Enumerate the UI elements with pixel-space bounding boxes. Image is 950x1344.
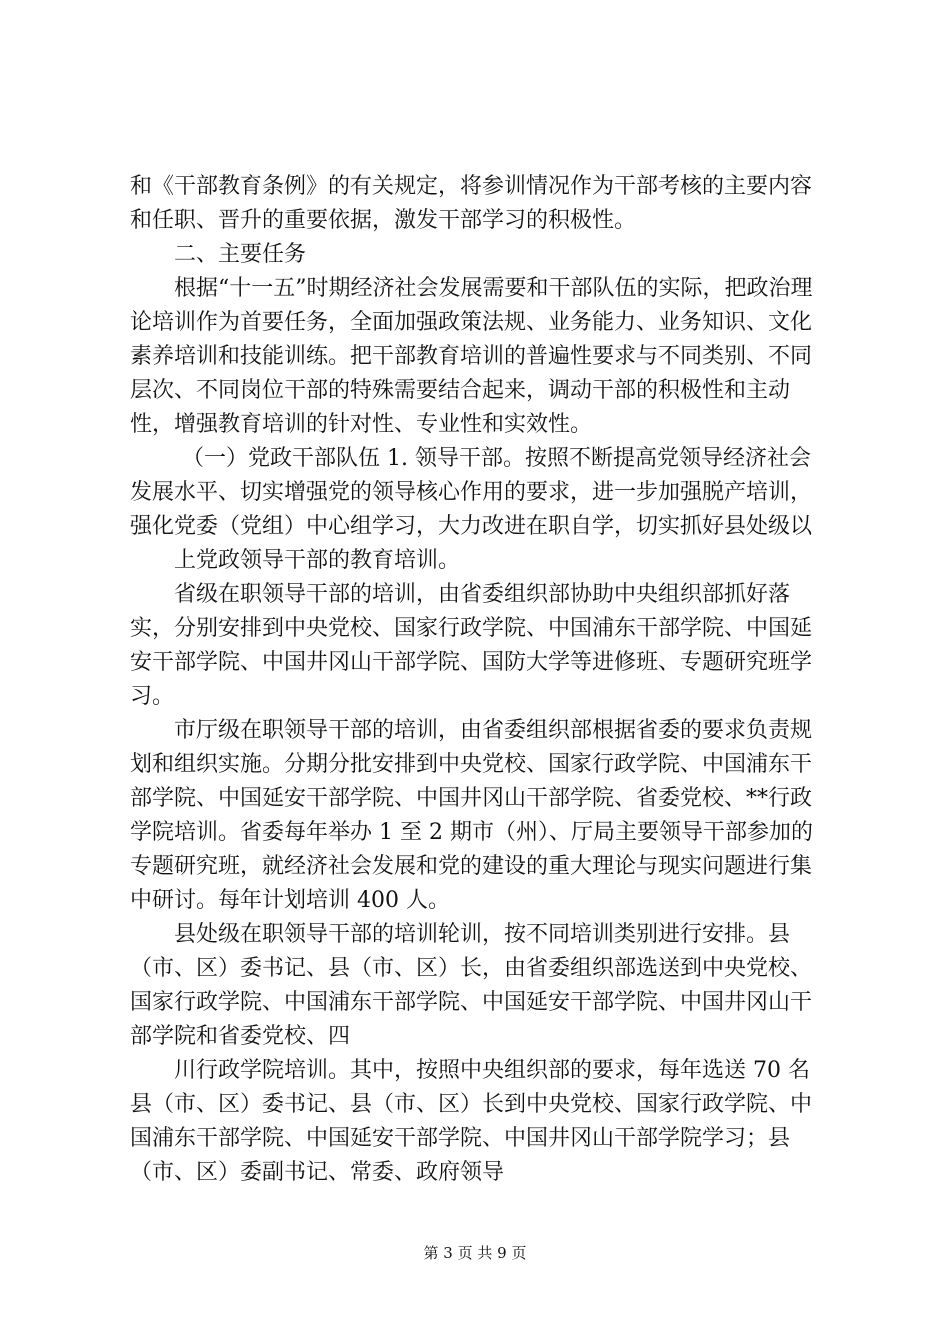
document-body [130, 170, 830, 1190]
paragraph-provincial: 省级在职领导干部的培训，由省委组织部协助中央组织部抓好落实，分别安排到中央党校、国家行政学院、中国浦东干部学院、中国延安干部学院、中国井冈山干部学院、国防大学等进修班、专题研究班学习。 [130, 582, 813, 709]
paragraph-county: 县处级在职领导干部的培训轮训，按不同培训类别进行安排。县（市、区）委书记、县（市、区）长，由省委组织部选送到中央党校、国家行政学院、中国浦东干部学院、中国延安干部学院、中国井冈山干部学院和省委党校、四 [130, 922, 813, 1049]
paragraph-main-tasks: 根据“十一五”时期经济社会发展需要和干部队伍的实际，把政治理论培训作为首要任务，全面加强政策法规、业务能力、业务知识、文化素养培训和技能训练。把干部教育培训的普遍性要求与不同类别、不同层次、不同岗位干部的特殊需要结合起来，调动干部的积极性和主动性，增强教育培训的针对性、专业性和实效性。 [130, 276, 813, 437]
paragraph-continuation-2: 上党政领导干部的教育培训。 [174, 548, 461, 573]
paragraph-continuation: 和《干部教育条例》的有关规定，将参训情况作为干部考核的主要内容和任职、晋升的重要依据，激发干部学习的积极性。 [130, 174, 813, 233]
section-heading: 二、主要任务 [174, 242, 307, 267]
page-number-footer: 第 3 页 共 9 页 [423, 1244, 527, 1262]
paragraph-municipal: 市厅级在职领导干部的培训，由省委组织部根据省委的要求负责规划和组织实施。分期分批安排到中央党校、国家行政学院、中国浦东干部学院、中国延安干部学院、中国井冈山干部学院、省委党校、**行政学院培训。省委每年举办 1 至 2 期市（州）、厅局主要领导干部参加的专题研究班，就经济社会发展和党的建设的重大理论与现实问题进行集中研讨。每年计划培训 400 人。 [130, 718, 813, 913]
paragraph-continuation-3: 川行政学院培训。其中，按照中央组织部的要求，每年选送 70 名县（市、区）委书记、县（市、区）长到中央党校、国家行政学院、中国浦东干部学院、中国延安干部学院、中国井冈山干部学院学习；县（市、区）委副书记、常委、政府领导 [130, 1058, 813, 1185]
paragraph-party-cadres: （一）党政干部队伍 1. 领导干部。按照不断提高党领导经济社会发展水平、切实增强党的领导核心作用的要求，进一步加强脱产培训，强化党委（党组）中心组学习，大力改进在职自学，切实抓好县处级以 [130, 446, 813, 539]
